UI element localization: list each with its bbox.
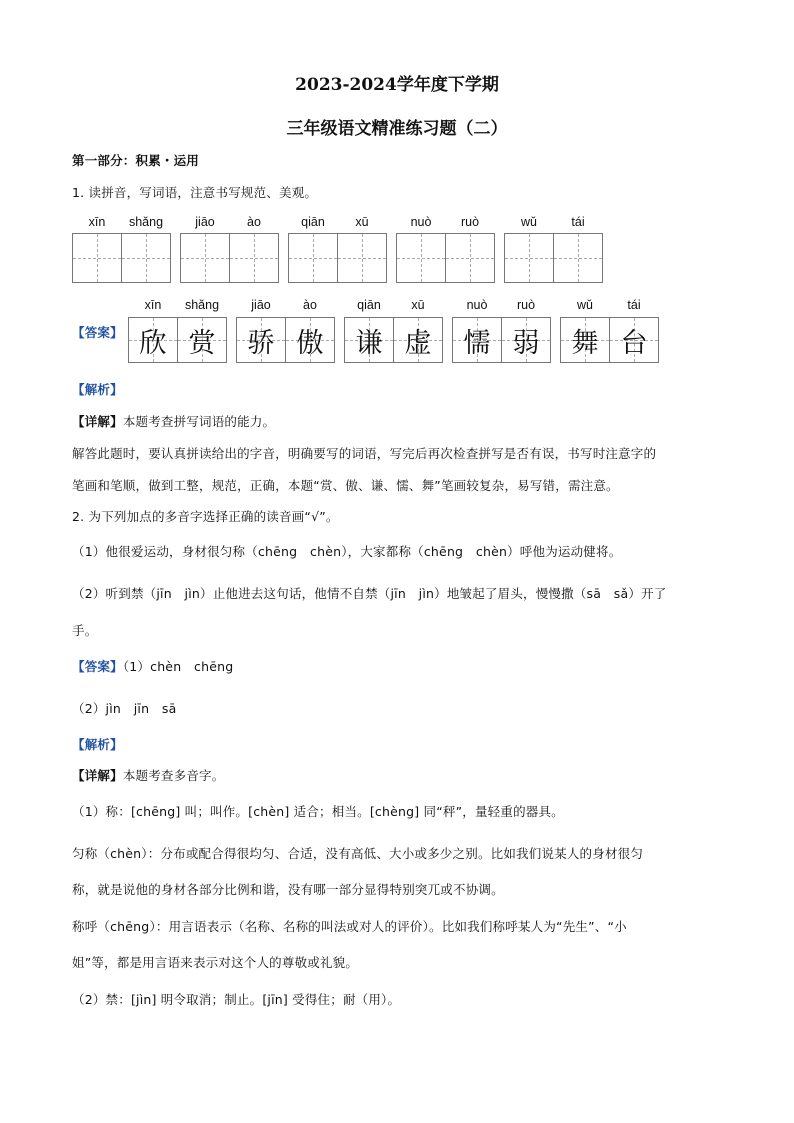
pinyin: ào	[247, 215, 261, 229]
q2-explanation-line-4: 称呼（chēng）：用言语表示（名称、名称的叫法或对人的评价）。比如我们称呼某人为“先生”、“小	[72, 919, 627, 934]
grid-cell[interactable]	[122, 234, 170, 282]
section-heading: 第一部分：积累・运用	[72, 153, 200, 168]
question-2-item-2: （2）听到禁（jīn jìn）止他进去这句话，他情不自禁（jīn jìn）地皱起了眉头，慢慢撒（sā sǎ）开了	[72, 586, 667, 601]
grid-cell[interactable]	[181, 234, 230, 282]
pinyin: wǔ	[521, 215, 537, 229]
pinyin: xīn	[144, 298, 162, 312]
q2-explanation-line-1: （1）称：[chēng] 叫；叫作。[chèn] 适合；相当。[chèng] 同“秤”，量轻重的器具。	[72, 804, 564, 819]
grid-cell[interactable]	[338, 234, 386, 282]
pinyin: jiāo	[195, 215, 215, 229]
detail-line	[72, 766, 224, 784]
q2-explanation-line-6: （2）禁：[jìn] 明令取消；制止。[jīn] 受得住；耐（用）。	[72, 992, 401, 1007]
pinyin: shǎng	[184, 298, 220, 312]
grid-cell	[286, 318, 334, 362]
detail-line	[72, 412, 275, 430]
question-1: 1. 读拼音，写词语，注意书写规范、美观。	[72, 185, 318, 200]
pinyin: ruò	[460, 215, 480, 229]
answer-grid	[344, 317, 443, 363]
pinyin: ào	[303, 298, 317, 312]
writing-grid[interactable]	[396, 233, 495, 283]
pinyin: xīn	[88, 215, 106, 229]
pinyin: nuò	[466, 298, 488, 312]
grid-cell	[237, 318, 286, 362]
answer-char: 舞	[571, 327, 599, 359]
detail-text: 本题考查拼写词语的能力。	[122, 414, 276, 429]
answer-grid	[236, 317, 335, 363]
grid-cell	[502, 318, 550, 362]
answer-char: 骄	[247, 327, 275, 359]
question-2-item-2-cont: 手。	[72, 623, 98, 638]
answer-char: 傲	[296, 327, 324, 359]
pinyin: nuò	[410, 215, 432, 229]
answer-char: 欣	[139, 327, 167, 359]
writing-grid[interactable]	[180, 233, 279, 283]
detail-text: 本题考查多音字。	[122, 768, 225, 783]
answer-char: 赏	[188, 327, 216, 359]
detail-label: 【详解】	[72, 414, 123, 429]
answer-label: 【答案】	[72, 659, 123, 674]
grid-cell[interactable]	[73, 234, 122, 282]
grid-cell	[345, 318, 394, 362]
answer-char: 虚	[404, 327, 432, 359]
writing-grid[interactable]	[504, 233, 603, 283]
pinyin: shǎng	[128, 215, 164, 229]
answer-char: 弱	[512, 327, 540, 359]
pinyin: qiān	[357, 298, 381, 312]
pinyin: xū	[355, 215, 369, 229]
analysis-label: 【解析】	[72, 382, 123, 397]
pinyin: xū	[411, 298, 425, 312]
grid-cell[interactable]	[446, 234, 494, 282]
answer-grid	[452, 317, 551, 363]
title-line-2: 三年级语文精准练习题（二）	[286, 119, 508, 139]
answer-label: 【答案】	[72, 325, 123, 340]
answer-char: 台	[620, 327, 648, 359]
grid-cell	[129, 318, 178, 362]
writing-grid[interactable]	[288, 233, 387, 283]
q1-explanation-line-2: 笔画和笔顺，做到工整，规范，正确，本题“赏、傲、谦、懦、舞”笔画较复杂，易写错，需注意。	[72, 478, 619, 493]
analysis-label: 【解析】	[72, 737, 123, 752]
answer-line-2: （2）jìn jīn sā	[72, 701, 177, 716]
grid-cell[interactable]	[554, 234, 602, 282]
pinyin: qiān	[301, 215, 325, 229]
title-line-1: 2023-2024学年度下学期	[295, 75, 499, 95]
grid-cell[interactable]	[230, 234, 278, 282]
detail-label: 【详解】	[72, 768, 123, 783]
grid-cell	[394, 318, 442, 362]
answer-grid	[128, 317, 227, 363]
question-2: 2. 为下列加点的多音字选择正确的读音画“√”。	[72, 509, 339, 524]
answer-grid	[560, 317, 659, 363]
grid-cell	[178, 318, 226, 362]
pinyin: ruò	[516, 298, 536, 312]
answer-text: （1）chèn chēng	[122, 659, 234, 674]
pinyin: wǔ	[577, 298, 593, 312]
grid-cell[interactable]	[397, 234, 446, 282]
question-2-item-1: （1）他很爱运动，身材很匀称（chēng chèn），大家都称（chēng chèn）呼他为运动健将。	[72, 544, 622, 559]
grid-cell	[561, 318, 610, 362]
pinyin: jiāo	[251, 298, 271, 312]
pinyin: tái	[627, 298, 641, 312]
grid-cell[interactable]	[505, 234, 554, 282]
answer-char: 懦	[463, 327, 491, 359]
q2-explanation-line-2: 匀称（chèn）：分布或配合得很均匀、合适，没有高低、大小或多少之别。比如我们说某人的身材很匀	[72, 846, 644, 861]
grid-cell	[610, 318, 658, 362]
answer-line-1	[72, 657, 233, 675]
grid-cell	[453, 318, 502, 362]
q1-explanation-line-1: 解答此题时，要认真拼读给出的字音，明确要写的词语，写完后再次检查拼写是否有误，书写时注意字的	[72, 446, 657, 461]
answer-char: 谦	[355, 327, 383, 359]
pinyin: tái	[571, 215, 585, 229]
q2-explanation-line-3: 称，就是说他的身材各部分比例和谐，没有哪一部分显得特别突兀或不协调。	[72, 882, 504, 897]
grid-cell[interactable]	[289, 234, 338, 282]
q2-explanation-line-5: 姐”等，都是用言语来表示对这个人的尊敬或礼貌。	[72, 955, 359, 970]
writing-grid[interactable]	[72, 233, 171, 283]
